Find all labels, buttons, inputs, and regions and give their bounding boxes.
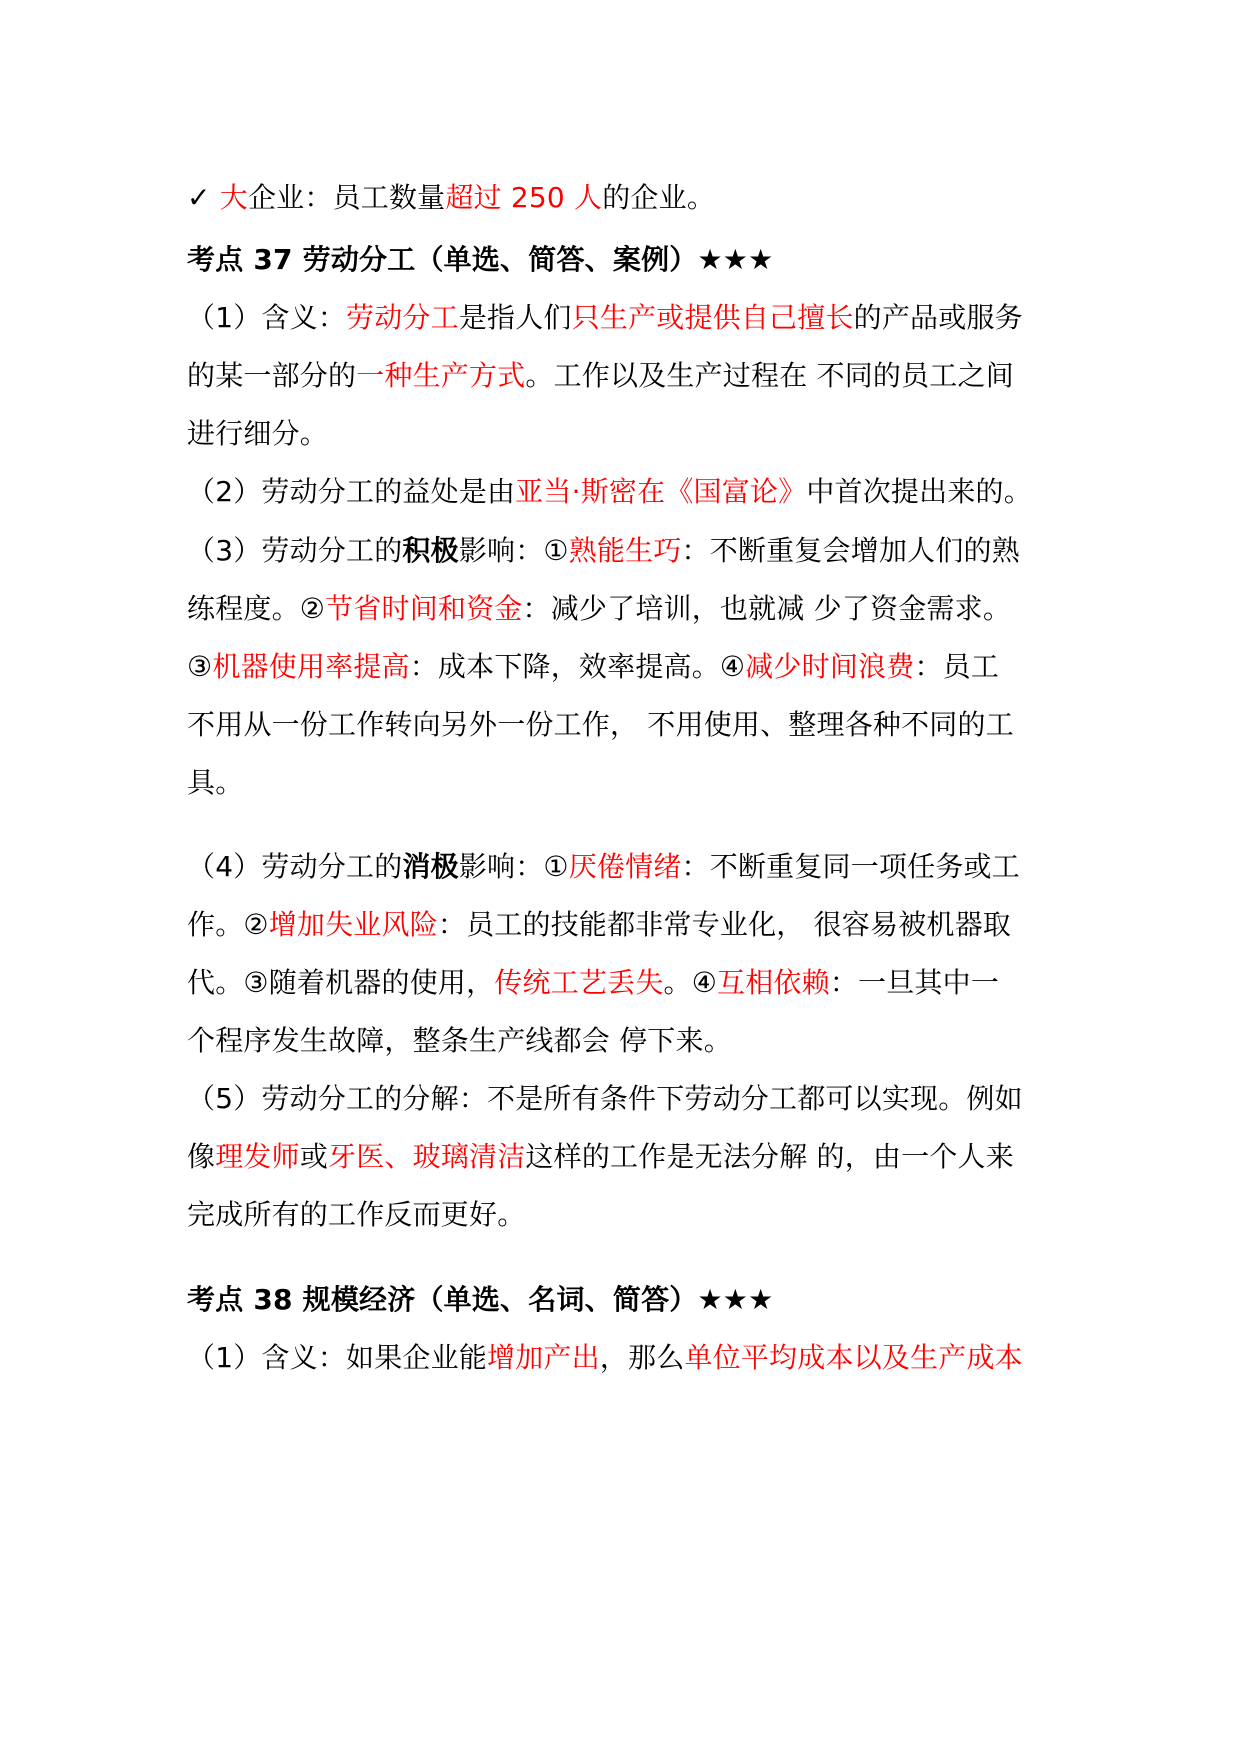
- text-run: 像: [187, 1140, 216, 1173]
- text-run: ：成本下降，效率提高。④: [409, 650, 746, 683]
- text-run: 这样的工作是无法分解 的，由一个人来: [525, 1140, 1014, 1173]
- highlighted-text: 大: [219, 181, 248, 214]
- paragraph-line: [187, 1021, 732, 1061]
- text-run: 作。②: [187, 908, 269, 941]
- section-heading-37: [187, 240, 773, 280]
- highlighted-text: 理发师: [215, 1140, 300, 1173]
- text-run: ：员工的技能都非常专业化， 很容易被机器取: [437, 908, 1012, 941]
- text-run: ：一旦其中一: [829, 966, 1000, 999]
- text-run: 的企业。: [602, 181, 716, 214]
- paragraph-line: [187, 847, 1020, 887]
- highlighted-text: 超过 250 人: [445, 181, 603, 214]
- text-run: 或: [299, 1140, 329, 1173]
- paragraph-line: [187, 1338, 1023, 1378]
- text-run: 是指人们: [458, 301, 572, 334]
- paragraph-line: [187, 963, 999, 1003]
- highlighted-text: 增加失业风险: [268, 908, 438, 941]
- text-run: 完成所有的工作反而更好。: [187, 1198, 526, 1231]
- text-run: （5）劳动分工的分解：不是所有条件下劳动分工都可以实现。例如: [187, 1082, 1023, 1115]
- paragraph-line: [187, 647, 999, 687]
- bold-text: 消极: [402, 850, 459, 883]
- text-run: 练程度。②: [187, 592, 326, 625]
- text-run: （4）劳动分工的: [187, 850, 403, 883]
- paragraph-line: [187, 356, 1014, 396]
- text-run: 中首次提出来的。: [806, 475, 1032, 508]
- highlighted-text: 增加产出: [487, 1341, 600, 1374]
- paragraph-line: [187, 414, 328, 454]
- bold-text: 考点 38 规模经济（单选、名词、简答）★★★: [187, 1283, 774, 1316]
- text-run: 影响：①: [458, 534, 569, 567]
- paragraph-line: [187, 1079, 1023, 1119]
- highlighted-text: 节省时间和资金: [325, 592, 523, 625]
- highlighted-text: 减少时间浪费: [745, 650, 915, 683]
- text-run: ：不断重复同一项任务或工: [681, 850, 1020, 883]
- text-run: 。工作以及生产过程在 不同的员工之间: [525, 359, 1014, 392]
- text-run: ：不断重复会增加人们的熟: [681, 534, 1020, 567]
- text-run: （1）含义：: [187, 301, 347, 334]
- text-run: ✓: [187, 181, 220, 214]
- highlighted-text: 传统工艺丢失: [494, 966, 664, 999]
- text-run: 的某一部分的: [187, 359, 357, 392]
- highlighted-text: 只生产或提供自己擅长: [571, 301, 854, 334]
- paragraph-line: [187, 1195, 525, 1235]
- bullet-large-enterprise: [187, 178, 715, 218]
- highlighted-text: 劳动分工: [346, 301, 459, 334]
- text-run: 个程序发生故障，整条生产线都会 停下来。: [187, 1024, 732, 1057]
- highlighted-text: 互相依赖: [717, 966, 830, 999]
- text-run: 代。③随着机器的使用，: [187, 966, 495, 999]
- paragraph-line: [187, 1137, 1014, 1177]
- text-run: 影响：①: [458, 850, 569, 883]
- highlighted-text: 熟能生巧: [568, 534, 682, 567]
- highlighted-text: 厌倦情绪: [568, 850, 682, 883]
- text-run: （1）含义：如果企业能: [187, 1341, 488, 1374]
- text-run: ：员工: [914, 650, 1000, 683]
- highlighted-text: 机器使用率提高: [212, 650, 410, 683]
- paragraph-line: [187, 531, 1020, 571]
- text-run: 不用从一份工作转向另外一份工作， 不用使用、整理各种不同的工: [187, 708, 1014, 741]
- text-run: 具。: [187, 766, 244, 799]
- text-run: 企业：员工数量: [247, 181, 446, 214]
- text-run: 进行细分。: [187, 417, 329, 450]
- highlighted-text: 一种生产方式: [356, 359, 526, 392]
- paragraph-line: [187, 763, 243, 803]
- text-run: ③: [187, 650, 213, 683]
- text-run: 的产品或服务: [853, 301, 1023, 334]
- paragraph-line: [187, 705, 1014, 745]
- paragraph-line: [187, 589, 1011, 629]
- text-run: （3）劳动分工的: [187, 534, 403, 567]
- paragraph-line: [187, 472, 1032, 512]
- highlighted-text: 牙医、玻璃清洁: [328, 1140, 526, 1173]
- bold-text: 积极: [402, 534, 459, 567]
- highlighted-text: 单位平均成本以及生产成本: [684, 1341, 1023, 1374]
- bold-text: 考点 37 劳动分工（单选、简答、案例）★★★: [187, 243, 774, 276]
- text-run: ：减少了培训，也就减 少了资金需求。: [522, 592, 1012, 625]
- paragraph-line: [187, 905, 1011, 945]
- paragraph-line: [187, 298, 1023, 338]
- highlighted-text: 亚当·斯密在《国富论》: [515, 475, 807, 508]
- text-run: ，那么: [599, 1341, 685, 1374]
- text-run: 。④: [663, 966, 718, 999]
- section-heading-38: [187, 1280, 773, 1320]
- text-run: （2）劳动分工的益处是由: [187, 475, 516, 508]
